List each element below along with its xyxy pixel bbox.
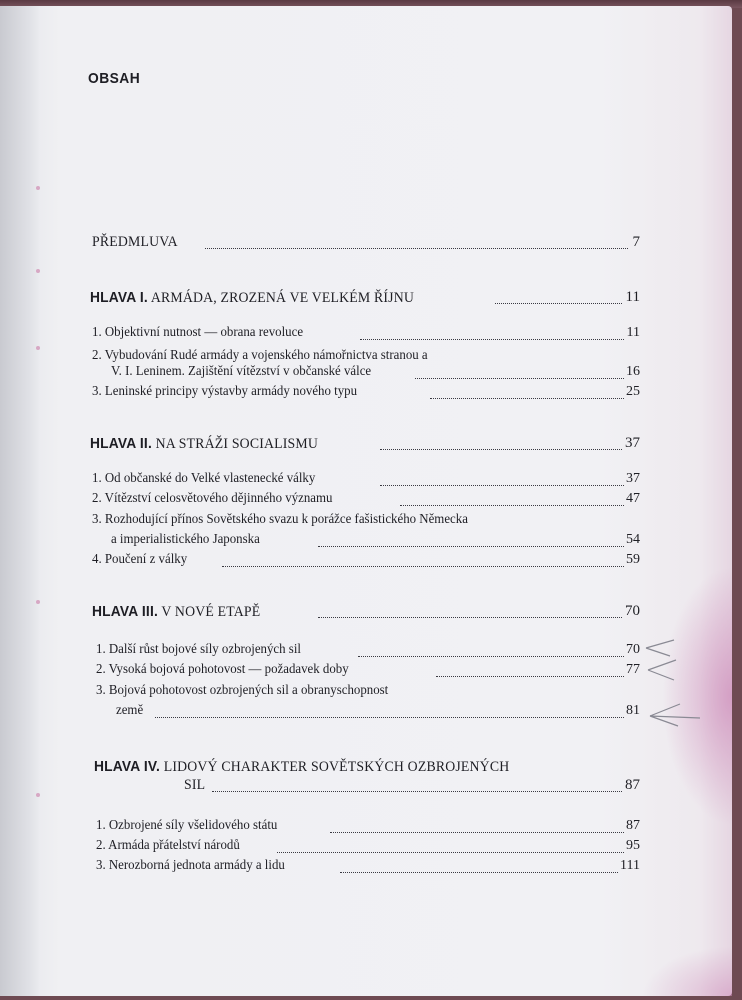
entry-label: PŘEDMLUVA (92, 234, 178, 250)
toc-chapter-1 (0, 289, 640, 307)
page-number: 81 (626, 703, 640, 718)
page-number: 59 (626, 552, 640, 567)
toc-entry-foreword (0, 234, 640, 252)
toc-section (0, 471, 640, 489)
section-label: 3. Rozhodující přínos Sovětského svazu k porážce fašistického Německa (92, 512, 468, 527)
page-number: 95 (626, 838, 640, 853)
toc-section (0, 325, 640, 343)
section-label: 1. Objektivní nutnost — obrana revoluce (92, 325, 304, 340)
toc-chapter-3 (0, 603, 640, 621)
chapter-title: LIDOVÝ CHARAKTER SOVĚTSKÝCH OZBROJENÝCH (163, 759, 510, 775)
section-label: 4. Poučení z války (92, 552, 188, 567)
chapter-title: ARMÁDA, ZROZENÁ VE VELKÉM ŘÍJNU (150, 290, 414, 306)
toc-chapter-4-title (94, 758, 509, 776)
dot-leader (205, 248, 628, 249)
dot-leader (155, 717, 624, 718)
toc-section (0, 662, 640, 680)
section-label-continued: V. I. Leninem. Zajištění vítězství v občanské válce (111, 364, 372, 379)
dot-leader (495, 303, 622, 304)
chapter-prefix: HLAVA III. (92, 603, 158, 620)
page-number: 11 (625, 289, 640, 305)
book-page (0, 6, 732, 996)
page-stain (642, 946, 732, 996)
binding-stitch (36, 269, 40, 273)
dot-leader (360, 339, 624, 340)
page-number: 70 (625, 603, 640, 619)
dot-leader (330, 832, 624, 833)
section-label-continued: a imperialistického Japonska (111, 532, 260, 547)
dot-leader (318, 546, 624, 547)
chapter-title: NA STRÁŽI SOCIALISMU (155, 436, 319, 452)
dot-leader (340, 872, 618, 873)
dot-leader (436, 676, 624, 677)
dot-leader (415, 378, 624, 379)
section-label: 1. Od občanské do Velké vlastenecké války (92, 471, 316, 486)
toc-chapter-2 (0, 435, 640, 453)
page-number: 77 (626, 662, 640, 677)
toc-section (0, 818, 640, 836)
toc-section (0, 532, 640, 550)
dot-leader (380, 485, 624, 486)
page-number: 70 (626, 642, 640, 657)
binding-stitch (36, 346, 40, 350)
section-label: 3. Nerozborná jednota armády a lidu (96, 858, 285, 873)
section-label: 2. Vítězství celosvětového dějinného významu (92, 491, 333, 506)
section-label: 1. Další růst bojové síly ozbrojených sil (96, 642, 301, 657)
toc-section (0, 364, 640, 382)
page-number: 87 (626, 818, 640, 833)
dot-leader (358, 656, 624, 657)
page-number: 47 (626, 491, 640, 506)
section-label: 1. Ozbrojené síly všelidového státu (96, 818, 278, 833)
dot-leader (277, 852, 624, 853)
section-label-continued: země (116, 703, 144, 718)
toc-section (0, 552, 640, 570)
dot-leader (222, 566, 624, 567)
chapter-prefix: HLAVA IV. (94, 758, 161, 775)
section-label: 2. Armáda přátelství národů (96, 838, 240, 853)
page-number: 25 (626, 384, 640, 399)
dot-leader (212, 791, 622, 792)
toc-heading: OBSAH (88, 70, 141, 87)
chapter-prefix: HLAVA II. (90, 435, 152, 452)
section-label: 3. Bojová pohotovost ozbrojených sil a obranyschopnost (96, 683, 389, 698)
page-number: 7 (632, 234, 640, 250)
page-number: 16 (626, 364, 640, 379)
dot-leader (400, 505, 624, 506)
page-number: 11 (626, 325, 640, 340)
toc-section (0, 642, 640, 660)
toc-section (0, 384, 640, 402)
dot-leader (318, 617, 622, 618)
page-number: 87 (625, 777, 640, 793)
pencil-marks (640, 634, 710, 734)
section-label: 2. Vysoká bojová pohotovost — požadavek doby (96, 662, 349, 677)
binding-stitch (36, 186, 40, 190)
dot-leader (430, 398, 624, 399)
toc-section (0, 838, 640, 856)
dot-leader (380, 449, 622, 450)
chapter-title-continued: SIL (184, 777, 206, 793)
section-label: 3. Leninské principy výstavby armády nového typu (92, 384, 358, 399)
chapter-prefix: HLAVA I. (90, 289, 148, 306)
toc-chapter-4 (0, 777, 640, 795)
toc-section (0, 491, 640, 509)
toc-section (0, 858, 640, 876)
section-label: 2. Vybudování Rudé armády a vojenského námořnictva stranou a (92, 348, 428, 363)
chapter-title: V NOVÉ ETAPĚ (161, 604, 261, 620)
page-number: 111 (620, 858, 640, 873)
page-number: 54 (626, 532, 640, 547)
page-number: 37 (625, 435, 640, 451)
page-number: 37 (626, 471, 640, 486)
toc-section (0, 703, 640, 721)
